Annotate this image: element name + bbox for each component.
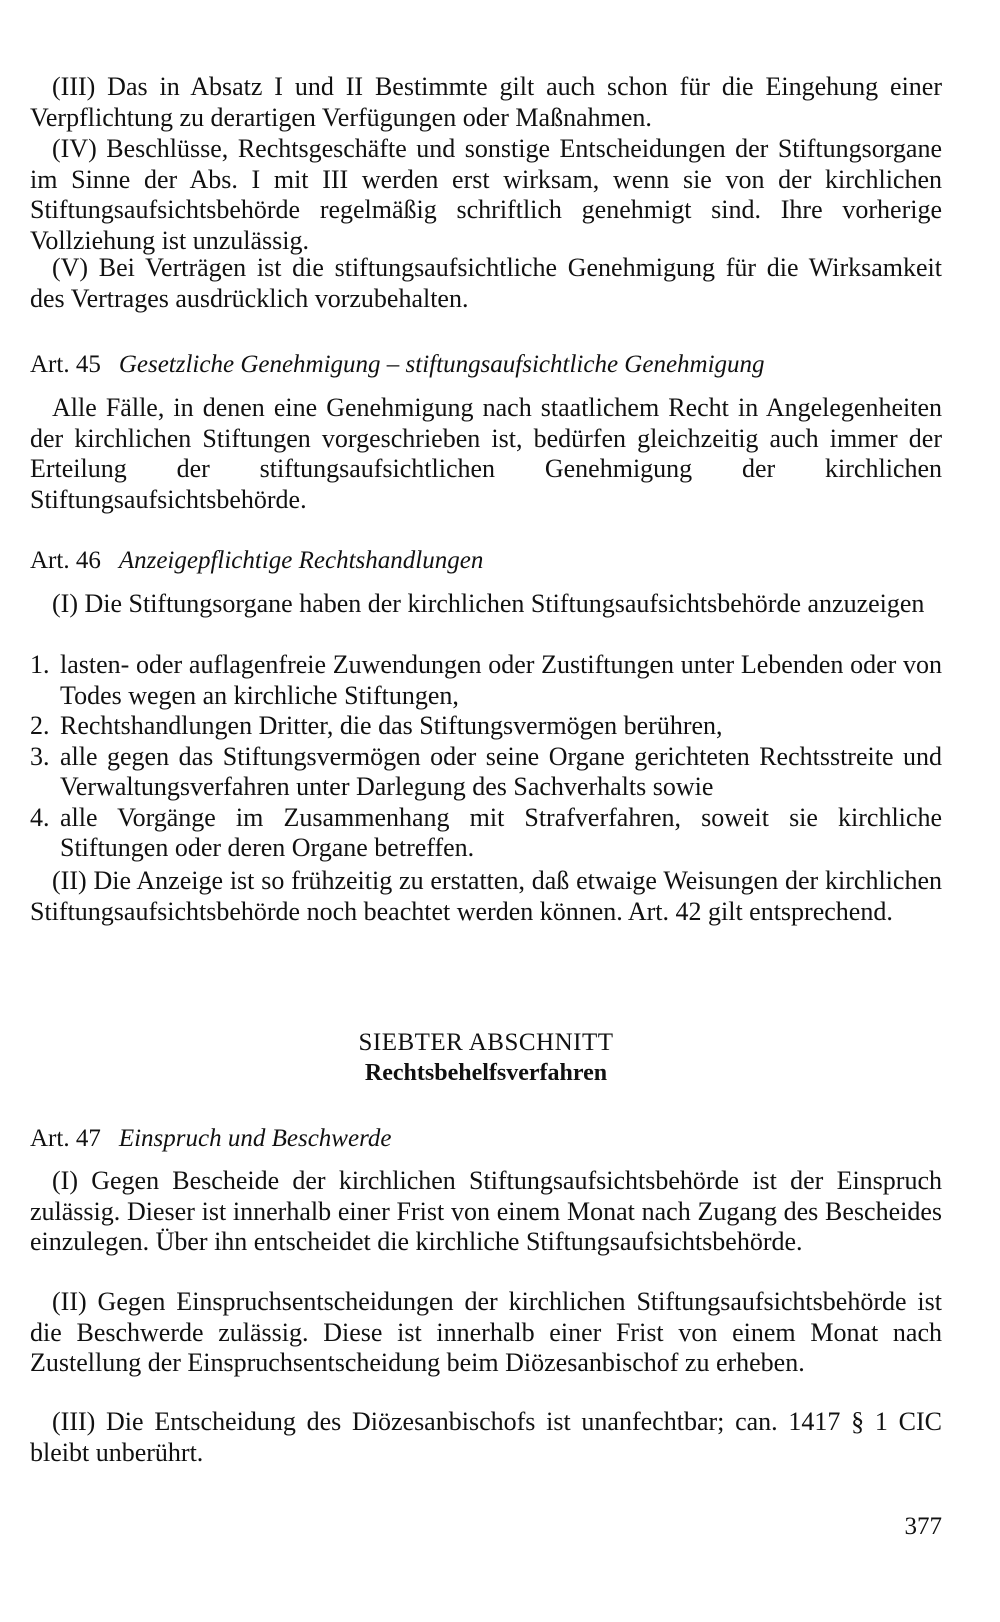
list-item-number: 2. xyxy=(30,711,50,740)
article-47-number: Art. 47 xyxy=(30,1125,101,1152)
list-item-text: alle Vorgänge im Zusammenhang mit Strafverfahren, soweit sie kirchliche Stiftungen oder deren Organe betreffen. xyxy=(60,802,942,862)
article-47-title: Einspruch und Beschwerde xyxy=(118,1125,392,1152)
article-46-number: Art. 46 xyxy=(30,547,101,574)
paragraph-III: (III) Das in Absatz I und II Bestimmte gilt auch schon für die Eingehung einer Verpflichtung zu derartigen Verfügungen oder Maßnahmen. xyxy=(30,72,942,132)
article-46-list xyxy=(30,650,942,864)
paragraph-V: (V) Bei Verträgen ist die stiftungsaufsichtliche Genehmigung für die Wirksamkeit des Vertrages ausdrücklich vorzubehalten. xyxy=(30,253,942,313)
list-item xyxy=(30,650,942,711)
article-45-number: Art. 45 xyxy=(30,351,101,378)
article-46-heading xyxy=(30,546,942,576)
article-46-paragraph-I: (I) Die Stiftungsorgane haben der kirchlichen Stiftungsaufsichtsbehörde anzuzeigen xyxy=(52,589,925,618)
list-item-number: 4. xyxy=(30,802,50,832)
article-46-title: Anzeigepflichtige Rechtshandlungen xyxy=(118,547,484,574)
list-item-number: 3. xyxy=(30,741,50,771)
paragraph-IV: (IV) Beschlüsse, Rechtsgeschäfte und sonstige Entscheidungen der Stiftungsorgane im Sinne der Abs. I mit III werden erst wirksam, wenn sie von der kirchlichen Stiftungsaufsichtsbehörde regelmäßig schriftlich genehmigt sind. Ihre vorherige Vollziehung ist unzulässig. xyxy=(30,134,942,255)
article-45-title: Gesetzliche Genehmigung – stiftungsaufsichtliche Genehmigung xyxy=(118,351,765,378)
article-46-paragraph-II: (II) Die Anzeige ist so frühzeitig zu erstatten, daß etwaige Weisungen der kirchlichen Stiftungsaufsichtsbehörde noch beachtet werden können. Art. 42 gilt entsprechend. xyxy=(30,866,942,926)
article-47-paragraph-I: (I) Gegen Bescheide der kirchlichen Stiftungsaufsichtsbehörde ist der Einspruch zulässig. Dieser ist innerhalb einer Frist von einem Monat nach Zugang des Bescheides einzulegen. Über ihn entscheidet die kirchliche Stiftungsaufsichtsbehörde. xyxy=(30,1166,942,1256)
list-item-text: Rechtshandlungen Dritter, die das Stiftungsvermögen berühren, xyxy=(60,711,723,740)
section-title: SIEBTER ABSCHNITT xyxy=(358,1029,614,1056)
article-47-paragraph-II: (II) Gegen Einspruchsentscheidungen der kirchlichen Stiftungsaufsichtsbehörde ist die Beschwerde zulässig. Diese ist innerhalb einer Frist von einem Monat nach Zustellung der Einspruchsentscheidung beim Diözesanbischof zu erheben. xyxy=(30,1287,942,1377)
list-item xyxy=(30,711,942,742)
list-item-text: alle gegen das Stiftungsvermögen oder seine Organe gerichteten Rechtsstreite und Verwaltungsverfahren unter Darlegung des Sachverhalts sowie xyxy=(60,741,942,801)
document-page xyxy=(30,0,942,1622)
article-45-heading xyxy=(30,350,942,380)
article-47-heading xyxy=(30,1124,942,1154)
article-45-text: Alle Fälle, in denen eine Genehmigung nach staatlichem Recht in Angelegenheiten der kirchlichen Stiftungen vorgeschrieben ist, bedürfen gleichzeitig auch immer der Erteilung der stiftungsaufsichtlichen Genehmigung der kirchlichen Stiftungsaufsichtsbehörde. xyxy=(30,393,942,514)
page-number: 377 xyxy=(904,1513,942,1540)
list-item xyxy=(30,742,942,803)
article-47-paragraph-III: (III) Die Entscheidung des Diözesanbischofs ist unanfechtbar; can. 1417 § 1 CIC bleibt unberührt. xyxy=(30,1407,942,1467)
list-item-text: lasten- oder auflagenfreie Zuwendungen oder Zustiftungen unter Lebenden oder von Todes wegen an kirchliche Stiftungen, xyxy=(60,650,942,710)
list-item-number: 1. xyxy=(30,650,50,679)
section-subtitle: Rechtsbehelfsverfahren xyxy=(364,1060,608,1086)
list-item xyxy=(30,803,942,864)
